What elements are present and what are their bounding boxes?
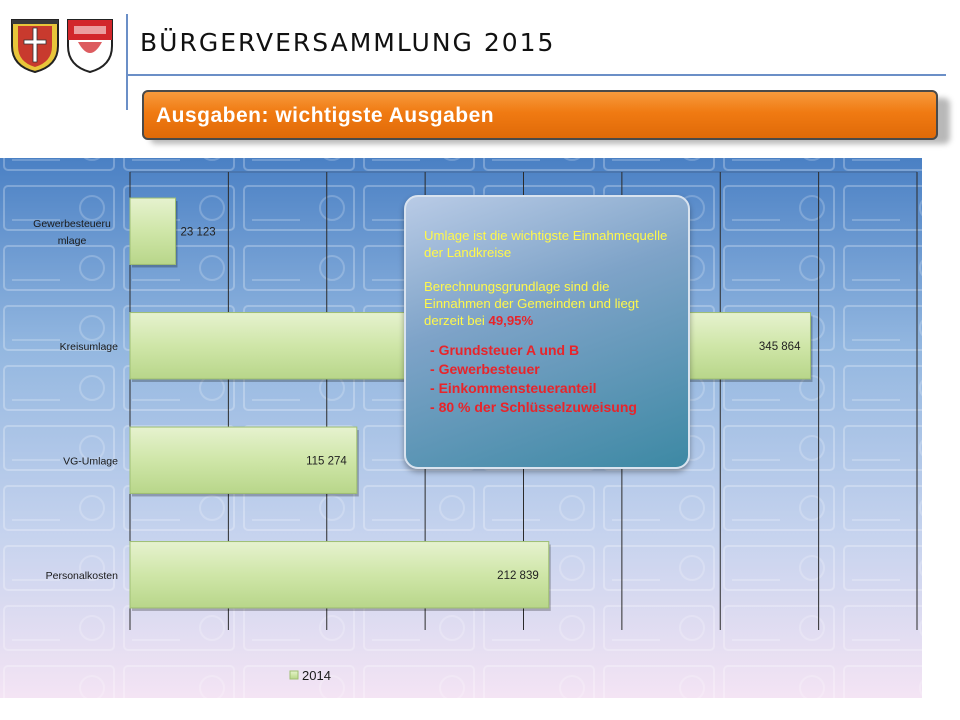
legend-label: 2014 [302,668,331,683]
category-label: Gewerbesteueru [33,217,111,230]
callout-line-2-text: Berechnungsgrundlage sind die Einnahmen der Gemeinden und liegt derzeit bei [424,279,639,328]
legend-swatch [290,671,298,679]
page-title: BÜRGERVERSAMMLUNG 2015 [140,28,556,57]
callout-list-item: - 80 % der Schlüsselzuweisung [430,399,637,415]
callout-line-1: Umlage ist die wichtigste Einnahmequelle der Landkreise [424,228,668,260]
value-label: 115 274 [306,455,347,468]
section-title: Ausgaben: wichtigste Ausgaben [156,104,495,127]
callout-list-item: - Einkommensteueranteil [430,380,597,396]
callout-percentage: 49,95% [488,313,534,328]
value-label: 23 123 [180,226,216,239]
category-label: VG-Umlage [63,455,118,468]
callout-list-item: - Gewerbesteuer [430,361,540,377]
category-label: Kreisumlage [59,340,118,353]
bar [130,198,175,264]
bar [130,542,549,608]
info-callout [404,195,690,469]
value-label: 345 864 [758,340,801,353]
value-label: 212 839 [497,569,539,582]
category-label: mlage [57,234,87,247]
callout-list-item: - Grundsteuer A und B [430,342,580,358]
category-label: Personalkosten [45,569,118,582]
callout-list [430,341,678,417]
callout-line-2 [424,278,678,329]
